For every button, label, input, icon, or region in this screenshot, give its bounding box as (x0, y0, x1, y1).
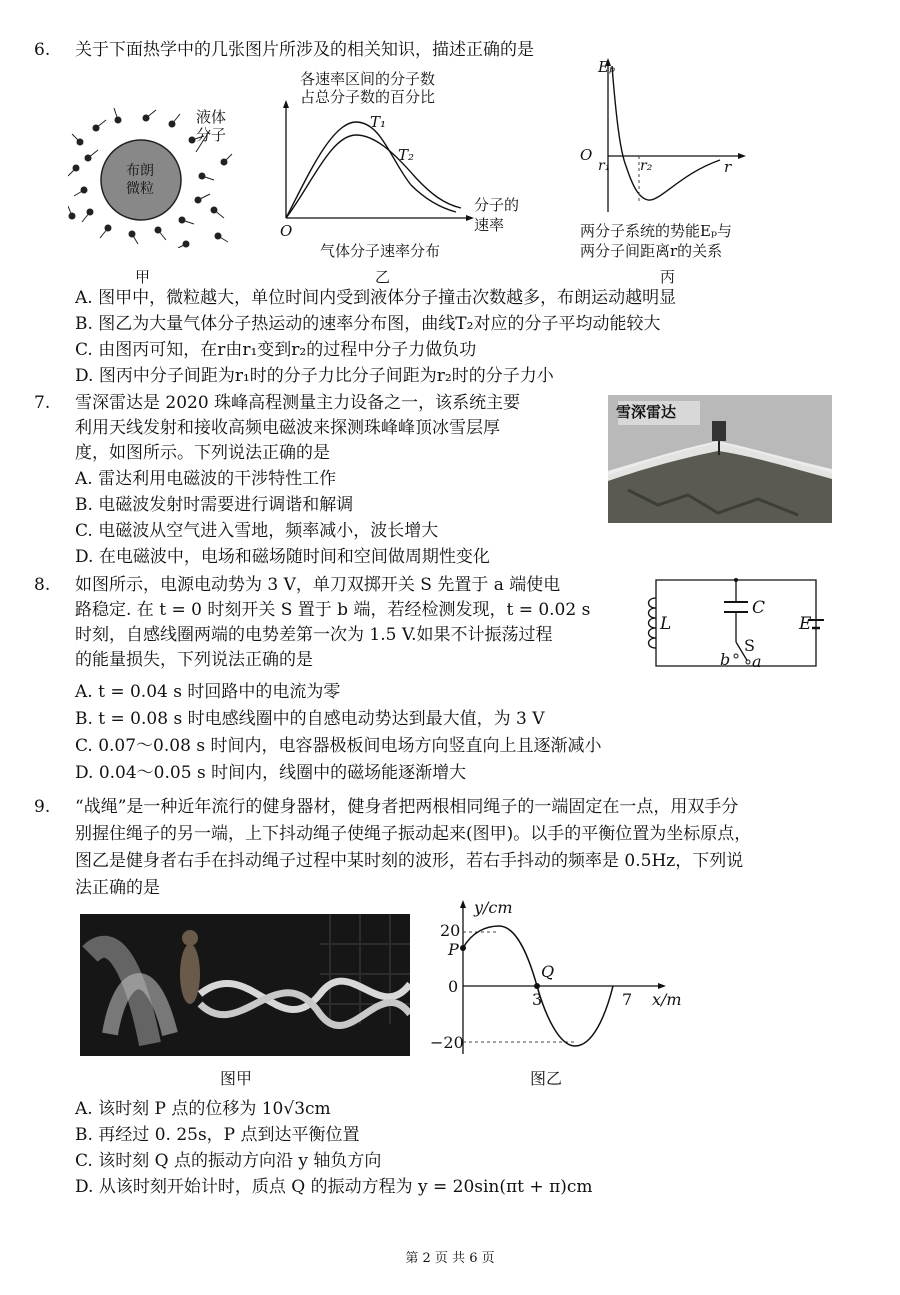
contact-a (746, 660, 750, 664)
athlete-body (180, 944, 200, 1004)
q7-option-c: C. 电磁波从空气进入雪地，频率减小，波长增大 (75, 521, 439, 541)
speed-xlabel-2: 速率 (474, 216, 505, 234)
ep-desc-2: 两分子间距离r的关系 (580, 242, 723, 260)
photo-caption: 图甲 (220, 1069, 253, 1088)
q8-stem-line-4: 的能量损失，下列说法正确的是 (75, 650, 313, 670)
curve-t1 (286, 122, 456, 218)
terminal-b-label: b (720, 650, 731, 669)
fig-bing-caption: 丙 (660, 268, 676, 286)
ep-origin: O (580, 146, 593, 164)
particle-label-2: 微粒 (126, 181, 154, 197)
particle-label-1: 布朗 (126, 163, 154, 179)
q9-option-a: A. 该时刻 P 点的位移为 10√3cm (75, 1099, 331, 1119)
wave-y-arrow (460, 900, 466, 908)
snow-radar-label: 雪深雷达 (616, 403, 677, 421)
q8-option-b: B. t = 0.08 s 时电感线圈中的自感电动势达到最大值，为 3 V (75, 709, 545, 729)
speed-origin: O (280, 222, 293, 240)
junction-dot (734, 578, 738, 582)
terminal-a-label: a (752, 652, 762, 671)
wave-x-arrow (658, 983, 666, 989)
page-footer: 第 2 页 共 6 页 (405, 1251, 495, 1266)
point-p-label: P (448, 940, 459, 959)
battle-rope-photo (80, 914, 410, 1056)
t1-label: T₁ (370, 113, 387, 131)
wave-xlabel: x/m (652, 990, 682, 1009)
wave-y-bottom: −20 (430, 1033, 464, 1052)
point-q (534, 983, 540, 989)
capacitor-label: C (752, 598, 766, 618)
potential-energy-chart (590, 56, 750, 216)
q7-stem-line-1: 雪深雷达是 2020 珠峰高程测量主力设备之一，该系统主要 (75, 393, 521, 413)
wave-y-zero: 0 (448, 977, 459, 996)
q7-option-b: B. 电磁波发射时需要进行调谐和解调 (75, 495, 354, 515)
q7-option-d: D. 在电磁波中，电场和磁场随时间和空间做周期性变化 (75, 547, 490, 567)
q6-option-c: C. 由图丙可知，在r由r₁变到r₂的过程中分子力做负功 (75, 340, 477, 360)
q8-stem-line-3: 时刻，自感线圈两端的电势差第一次为 1.5 V.如果不计振荡过程 (75, 625, 553, 645)
speed-y-arrow (283, 100, 289, 108)
q7-stem-line-2: 利用天线发射和接收高频电磁波来探测珠峰峰顶冰雪层厚 (75, 418, 500, 438)
q8-option-a: A. t = 0.04 s 时回路中的电流为零 (75, 682, 341, 702)
q7-number: 7. (34, 393, 51, 413)
q7-option-a: A. 雷达利用电磁波的干涉特性工作 (75, 469, 337, 489)
q6-option-b: B. 图乙为大量气体分子热运动的速率分布图，曲线T₂对应的分子平均动能较大 (75, 314, 661, 334)
q9-stem-line-1: “战绳”是一种近年流行的健身器材，健身者把两根相同绳子的一端固定在一点，用双手分 (75, 797, 739, 817)
q8-option-c: C. 0.07～0.08 s 时间内，电容器极板间电场方向竖直向上且逐渐减小 (75, 736, 602, 756)
point-p (460, 945, 466, 951)
q7-stem-line-3: 度，如图所示。下列说法正确的是 (75, 443, 330, 463)
ep-ylabel: Eₚ (598, 58, 615, 76)
q9-stem-line-2: 别握住绳子的另一端，上下抖动绳子使绳子振动起来(图甲)。以手的平衡位置为坐标原点， (75, 824, 752, 844)
point-q-label: Q (541, 962, 555, 981)
curve-t2 (286, 135, 461, 218)
contact-b (734, 654, 738, 658)
t2-label: T₂ (398, 146, 415, 164)
q6-option-a: A. 图甲中，微粒越大，单位时间内受到液体分子撞击次数越多，布朗运动越明显 (75, 288, 677, 308)
q6-option-d: D. 图丙中分子间距为r₁时的分子力比分子间距为r₂时的分子力小 (75, 366, 554, 386)
q8-number: 8. (34, 575, 51, 595)
battery-label: E (799, 614, 812, 634)
radar-device (712, 421, 726, 441)
liquid-label-2: 分子 (196, 126, 227, 144)
speed-ylabel-2: 占总分子数的百分比 (300, 88, 436, 106)
switch-label: S (744, 636, 755, 655)
q9-option-d: D. 从该时刻开始计时，质点 Q 的振动方程为 y = 20sin(πt + π)cm (75, 1177, 593, 1197)
fig-yi-caption: 乙 (375, 268, 391, 286)
speed-title: 气体分子速率分布 (320, 242, 441, 260)
ep-curve (612, 66, 720, 200)
r1-label: r₁ (598, 158, 611, 174)
q9-number: 9. (34, 797, 51, 817)
wave-caption: 图乙 (530, 1069, 563, 1088)
ep-x-arrow (738, 153, 746, 159)
q9-option-c: C. 该时刻 Q 点的振动方向沿 y 轴负方向 (75, 1151, 382, 1171)
wave-x-7: 7 (622, 990, 633, 1009)
liquid-label-1: 液体 (196, 108, 227, 126)
speed-ylabel-1: 各速率区间的分子数 (300, 70, 436, 88)
q8-stem-line-2: 路稳定. 在 t = 0 时刻开关 S 置于 b 端，若经检测发现，t = 0.02 s (75, 600, 591, 620)
inductor-label: L (660, 614, 672, 634)
q9-stem-line-3: 图乙是健身者右手在抖动绳子过程中某时刻的波形，若右手抖动的频率是 0.5Hz，下列说 (75, 851, 744, 871)
athlete-head (182, 930, 198, 946)
r2-label: r₂ (640, 158, 653, 174)
ep-xlabel: r (724, 158, 732, 176)
wave-y-top: 20 (440, 921, 461, 940)
q9-stem-line-4: 法正确的是 (75, 878, 160, 898)
q9-option-b: B. 再经过 0. 25s，P 点到达平衡位置 (75, 1125, 360, 1145)
wave-ylabel: y/cm (474, 898, 513, 917)
ep-desc-1: 两分子系统的势能Eₚ与 (580, 222, 732, 240)
speed-xlabel-1: 分子的 (474, 196, 520, 214)
wave-graph (430, 898, 690, 1058)
q8-option-d: D. 0.04～0.05 s 时间内，线圈中的磁场能逐渐增大 (75, 763, 467, 783)
inductor-coil (649, 598, 657, 648)
q6-stem: 关于下面热学中的几张图片所涉及的相关知识，描述正确的是 (75, 40, 534, 60)
speed-x-arrow (466, 215, 474, 221)
wave-x-3: 3 (532, 990, 543, 1009)
q6-number: 6. (34, 40, 51, 60)
fig-jia-caption: 甲 (135, 268, 151, 286)
q8-stem-line-1: 如图所示，电源电动势为 3 V，单刀双掷开关 S 先置于 a 端使电 (75, 575, 561, 595)
